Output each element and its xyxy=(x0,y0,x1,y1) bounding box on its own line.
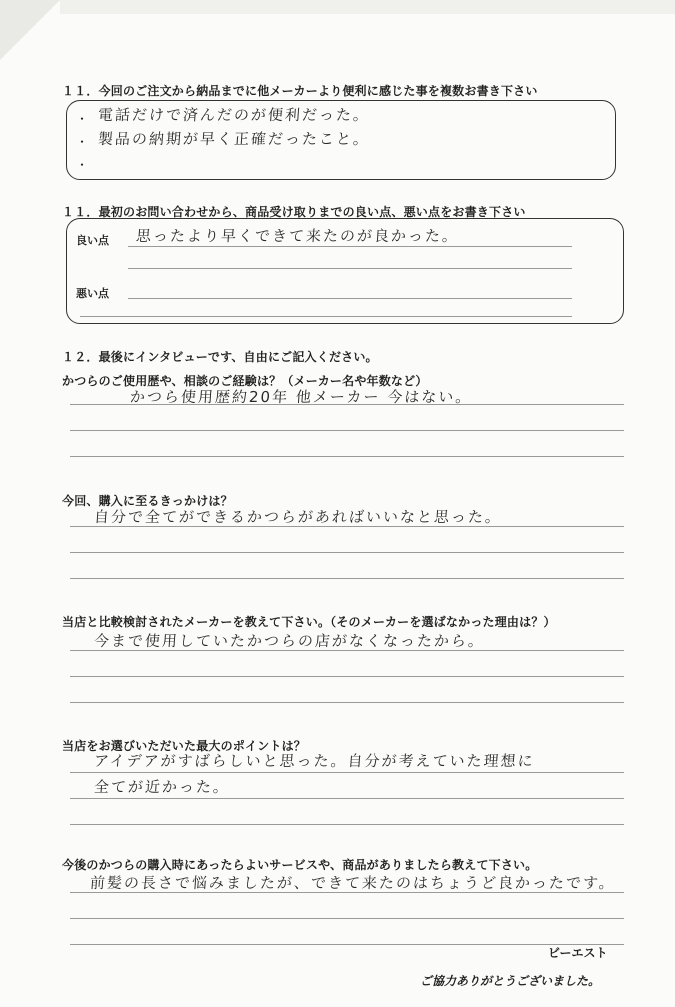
company-name: ビーエスト xyxy=(548,946,608,960)
folded-corner xyxy=(0,0,60,60)
question-point: 当店をお選びいただいた最大のポイントは？ xyxy=(62,739,307,753)
bullet-1: ・ xyxy=(76,112,89,126)
answer-line xyxy=(70,578,624,579)
answer-line xyxy=(70,676,624,677)
question-interview: １２．最後にインタビューです、自由にご記入ください。 xyxy=(62,350,378,364)
answer-point-2: 全てが近かった。 xyxy=(93,778,231,796)
answer-line xyxy=(128,268,572,269)
answer-line xyxy=(70,918,624,919)
question-good-bad: １１．最初のお問い合わせから、商品受け取りまでの良い点、悪い点をお書き下さい xyxy=(62,205,526,219)
answer-line xyxy=(70,892,624,893)
answer-convenience-2: 製品の納期が早く正確だったこと。 xyxy=(97,130,371,148)
answer-line xyxy=(70,772,624,773)
answer-point-1: アイデアがすばらしいと思った。自分が考えていた理想に xyxy=(93,752,536,770)
thanks-message: ご協力ありがとうございました。 xyxy=(420,974,601,988)
question-history: かつらのご使用歴や、相談のご経験は？（メーカー名や年数など） xyxy=(62,374,428,388)
answer-line xyxy=(70,650,624,651)
answer-line xyxy=(70,404,624,405)
answer-line xyxy=(70,456,624,457)
question-compare: 当店と比較検討されたメーカーを教えて下さい。（そのメーカーを選ばなかった理由は？） xyxy=(62,615,556,629)
question-convenience: １１．今回のご注文から納品までに他メーカーより便利に感じた事を複数お書き下さい xyxy=(62,84,538,98)
answer-line xyxy=(70,702,624,703)
question-request: 今後のかつらの購入時にあったらよいサービスや、商品がありましたら教えて下さい。 xyxy=(62,858,538,872)
answer-convenience-1: 電話だけで済んだのが便利だった。 xyxy=(97,106,371,124)
paper-top-edge xyxy=(60,0,675,14)
question-trigger: 今回、購入に至るきっかけは？ xyxy=(62,494,233,508)
good-point-label: 良い点 xyxy=(76,234,109,247)
bullet-3: ・ xyxy=(76,158,89,172)
answer-line xyxy=(70,526,624,527)
bullet-2: ・ xyxy=(76,135,89,149)
answer-line xyxy=(128,298,572,299)
answer-history: かつら使用歴約20年 他メーカー 今はない。 xyxy=(129,388,473,406)
answer-line xyxy=(80,316,572,317)
bad-point-label: 悪い点 xyxy=(76,287,109,300)
good-point-answer: 思ったより早くできて来たのが良かった。 xyxy=(135,227,460,245)
answer-line xyxy=(70,824,624,825)
answer-line xyxy=(70,944,624,945)
answer-line xyxy=(128,246,572,247)
answer-trigger: 自分で全てができるかつらがあればいいなと思った。 xyxy=(93,508,503,526)
answer-compare: 今まで使用していたかつらの店がなくなったから。 xyxy=(93,632,486,650)
answer-line xyxy=(70,552,624,553)
answer-line xyxy=(70,798,624,799)
answer-request: 前髪の長さで悩みましたが、できて来たのはちょうど良かったです。 xyxy=(89,874,617,892)
answer-line xyxy=(70,430,624,431)
